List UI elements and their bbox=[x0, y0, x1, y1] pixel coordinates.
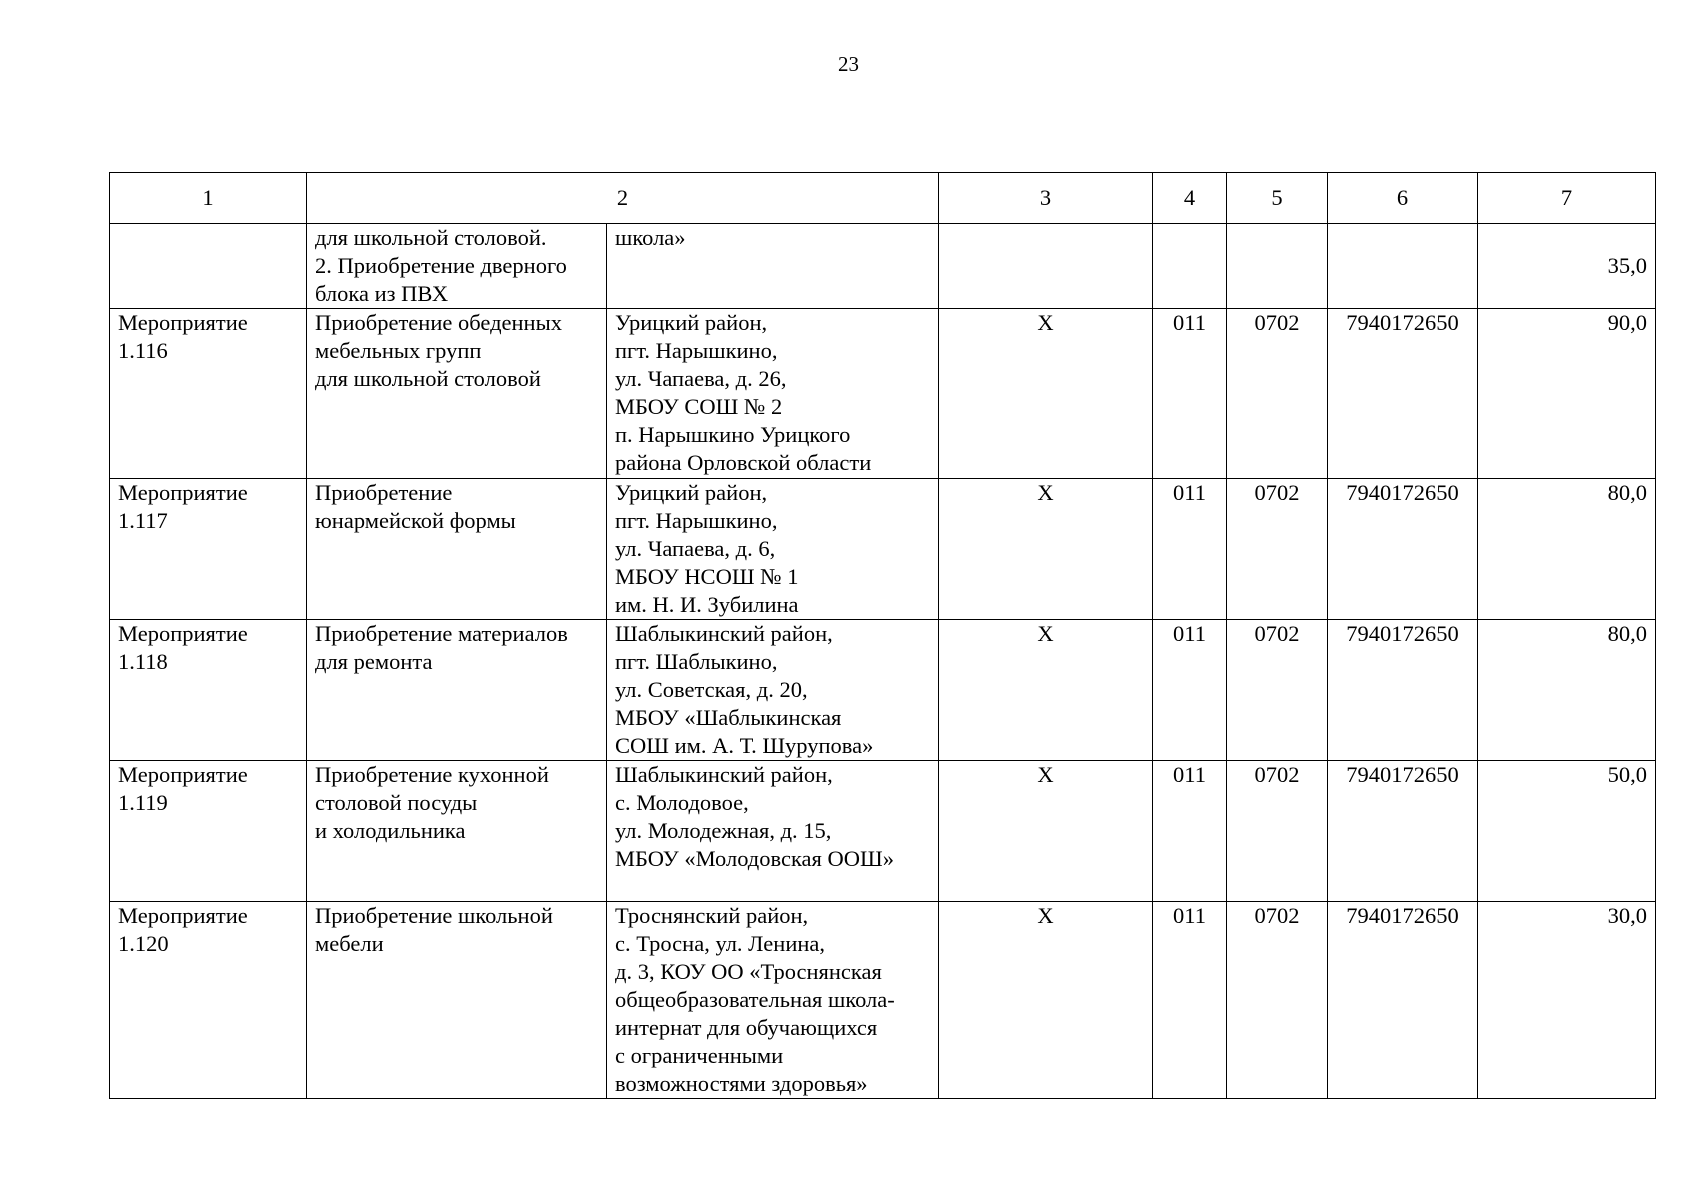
header-cell-7: 7 bbox=[1478, 173, 1656, 224]
address-line: Троснянский район, bbox=[615, 903, 809, 928]
col3-cell: Х bbox=[939, 761, 1153, 902]
event-id-cell bbox=[110, 479, 307, 620]
address-line: возможностями здоровья» bbox=[615, 1071, 868, 1096]
address-cell bbox=[607, 479, 939, 620]
event-name-line: столовой посуды bbox=[315, 790, 478, 815]
cont-amount-cell bbox=[1478, 224, 1656, 309]
event-name-cell bbox=[307, 620, 607, 761]
address-line: ул. Молодежная, д. 15, bbox=[615, 818, 832, 843]
col3-cell: Х bbox=[939, 309, 1153, 479]
amount-cell: 90,0 bbox=[1478, 309, 1656, 479]
amount-cell: 80,0 bbox=[1478, 479, 1656, 620]
event-name-cell bbox=[307, 309, 607, 479]
amount-cell: 30,0 bbox=[1478, 902, 1656, 1099]
address-line: ул. Чапаева, д. 6, bbox=[615, 536, 776, 561]
cont-amount: 35,0 bbox=[1607, 253, 1647, 278]
col6-cell: 7940172650 bbox=[1328, 902, 1478, 1099]
address-line: ул. Советская, д. 20, bbox=[615, 677, 808, 702]
header-cell-5: 5 bbox=[1227, 173, 1328, 224]
cont-col4-cell bbox=[1153, 224, 1227, 309]
event-id-line: Мероприятие bbox=[118, 903, 248, 928]
address-line: им. Н. И. Зубилина bbox=[615, 592, 799, 617]
event-id-line: 1.118 bbox=[118, 649, 168, 674]
address-line: МБОУ «Молодовская ООШ» bbox=[615, 846, 894, 871]
address-line: Шаблыкинский район, bbox=[615, 621, 833, 646]
event-name-cell bbox=[307, 761, 607, 902]
address-cell bbox=[607, 309, 939, 479]
event-id-line: 1.116 bbox=[118, 338, 168, 363]
event-name-line: и холодильника bbox=[315, 818, 466, 843]
address-line: ул. Чапаева, д. 26, bbox=[615, 366, 787, 391]
table-row bbox=[110, 479, 1656, 620]
col5-cell: 0702 bbox=[1227, 620, 1328, 761]
continuation-row bbox=[110, 224, 1656, 309]
address-line: пгт. Нарышкино, bbox=[615, 338, 778, 363]
address-line: пгт. Нарышкино, bbox=[615, 508, 778, 533]
cont-id-cell bbox=[110, 224, 307, 309]
address-line: МБОУ СОШ № 2 bbox=[615, 394, 783, 419]
event-name-line: юнармейской формы bbox=[315, 508, 516, 533]
event-id-cell bbox=[110, 902, 307, 1099]
cont-col5-cell bbox=[1227, 224, 1328, 309]
event-id-cell bbox=[110, 620, 307, 761]
address-cell bbox=[607, 761, 939, 902]
header-cell-3: 3 bbox=[939, 173, 1153, 224]
address-line: МБОУ НСОШ № 1 bbox=[615, 564, 799, 589]
address-line: района Орловской области bbox=[615, 450, 872, 475]
header-cell-6: 6 bbox=[1328, 173, 1478, 224]
col3-cell: Х bbox=[939, 902, 1153, 1099]
event-name-line: для ремонта bbox=[315, 649, 433, 674]
col4-cell: 011 bbox=[1153, 479, 1227, 620]
address-line: с. Тросна, ул. Ленина, bbox=[615, 931, 826, 956]
col5-cell: 0702 bbox=[1227, 902, 1328, 1099]
address-line: с ограниченными bbox=[615, 1043, 784, 1068]
table-row bbox=[110, 902, 1656, 1099]
table-row bbox=[110, 761, 1656, 902]
event-name-line: Приобретение кухонной bbox=[315, 762, 549, 787]
event-name-cell bbox=[307, 479, 607, 620]
col4-cell: 011 bbox=[1153, 620, 1227, 761]
header-row bbox=[110, 173, 1656, 224]
address-line: Урицкий район, bbox=[615, 310, 768, 335]
table-row bbox=[110, 309, 1656, 479]
col6-cell: 7940172650 bbox=[1328, 479, 1478, 620]
col5-cell: 0702 bbox=[1227, 761, 1328, 902]
header-cell-2: 2 bbox=[307, 173, 939, 224]
event-name-line: для школьной столовой bbox=[315, 366, 541, 391]
event-name-line: Приобретение материалов bbox=[315, 621, 568, 646]
event-name-line: Приобретение школьной bbox=[315, 903, 553, 928]
address-line: Шаблыкинский район, bbox=[615, 762, 833, 787]
col3-cell: Х bbox=[939, 620, 1153, 761]
budget-table bbox=[109, 172, 1656, 1099]
event-id-cell bbox=[110, 761, 307, 902]
cont-name-cell bbox=[307, 224, 607, 309]
event-name-line: мебельных групп bbox=[315, 338, 482, 363]
address-line: МБОУ «Шаблыкинская bbox=[615, 705, 842, 730]
event-name-line: Приобретение обеденных bbox=[315, 310, 562, 335]
event-name-line: мебели bbox=[315, 931, 384, 956]
event-id-line: Мероприятие bbox=[118, 480, 248, 505]
address-line: п. Нарышкино Урицкого bbox=[615, 422, 851, 447]
header-cell-1: 1 bbox=[110, 173, 307, 224]
address-cell bbox=[607, 620, 939, 761]
address-line: с. Молодовое, bbox=[615, 790, 749, 815]
event-id-line: 1.119 bbox=[118, 790, 168, 815]
cont-address-line: школа» bbox=[615, 225, 686, 250]
cont-col3-cell bbox=[939, 224, 1153, 309]
address-line: интернат для обучающихся bbox=[615, 1015, 878, 1040]
address-line: общеобразовательная школа- bbox=[615, 987, 895, 1012]
table-row bbox=[110, 620, 1656, 761]
address-line: д. 3, КОУ ОО «Троснянская bbox=[615, 959, 882, 984]
event-id-line: Мероприятие bbox=[118, 310, 248, 335]
col6-cell: 7940172650 bbox=[1328, 309, 1478, 479]
event-name-line: Приобретение bbox=[315, 480, 453, 505]
event-id-line: Мероприятие bbox=[118, 762, 248, 787]
event-name-cell bbox=[307, 902, 607, 1099]
amount-cell: 50,0 bbox=[1478, 761, 1656, 902]
cont-name-line: для школьной столовой. bbox=[315, 225, 547, 250]
cont-name-line: 2. Приобретение дверного bbox=[315, 253, 567, 278]
address-line: СОШ им. А. Т. Шурупова» bbox=[615, 733, 874, 758]
cont-address-cell bbox=[607, 224, 939, 309]
event-id-line: 1.117 bbox=[118, 508, 168, 533]
cont-name-line: блока из ПВХ bbox=[315, 281, 449, 306]
amount-cell: 80,0 bbox=[1478, 620, 1656, 761]
col3-cell: Х bbox=[939, 479, 1153, 620]
cont-col6-cell bbox=[1328, 224, 1478, 309]
address-line: Урицкий район, bbox=[615, 480, 768, 505]
col5-cell: 0702 bbox=[1227, 309, 1328, 479]
header-cell-4: 4 bbox=[1153, 173, 1227, 224]
event-id-line: 1.120 bbox=[118, 931, 169, 956]
col4-cell: 011 bbox=[1153, 761, 1227, 902]
address-cell bbox=[607, 902, 939, 1099]
col4-cell: 011 bbox=[1153, 309, 1227, 479]
col6-cell: 7940172650 bbox=[1328, 761, 1478, 902]
col5-cell: 0702 bbox=[1227, 479, 1328, 620]
col6-cell: 7940172650 bbox=[1328, 620, 1478, 761]
page-number: 23 bbox=[838, 52, 859, 76]
event-id-cell bbox=[110, 309, 307, 479]
event-id-line: Мероприятие bbox=[118, 621, 248, 646]
col4-cell: 011 bbox=[1153, 902, 1227, 1099]
address-line: пгт. Шаблыкино, bbox=[615, 649, 778, 674]
